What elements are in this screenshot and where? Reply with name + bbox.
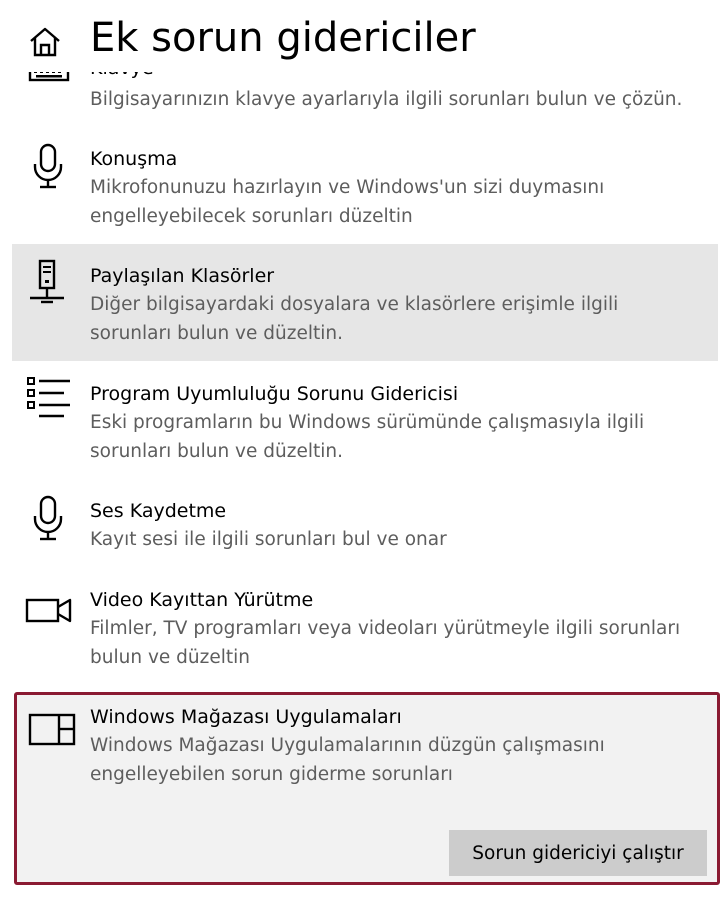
page-title: Ek sorun gidericiler <box>90 15 476 61</box>
item-description: Kayıt sesi ile ilgili sorunları bul ve onar <box>90 529 447 550</box>
item-description: Mikrofonunuzu hazırlayın ve Windows'un sizi duymasını engelleyebilecek sorunları düzeltin <box>90 177 605 227</box>
list-icon <box>24 374 74 424</box>
microphone-icon <box>24 142 74 192</box>
item-title: Program Uyumluluğu Sorunu Gidericisi <box>90 383 459 405</box>
microphone-icon <box>24 494 74 544</box>
item-title: Ses Kaydetme <box>90 500 227 522</box>
troubleshooter-item-shared-folders[interactable] <box>12 244 718 361</box>
page-header <box>0 0 726 72</box>
troubleshooter-item-video-playback[interactable] <box>12 581 718 690</box>
item-description: Diğer bilgisayardaki dosyalara ve klasörlere erişimle ilgili sorunları bulun ve düzeltin. <box>90 294 619 344</box>
item-title: Konuşma <box>90 148 178 170</box>
home-icon[interactable] <box>28 26 62 58</box>
troubleshooter-item-speech[interactable] <box>12 130 718 244</box>
store-apps-icon <box>27 698 77 748</box>
item-description: Windows Mağazası Uygulamalarının düzgün çalışmasını engelleyebilen sorun giderme sorunları <box>90 735 605 785</box>
item-title: Paylaşılan Klasörler <box>90 265 275 287</box>
item-description: Filmler, TV programları veya videoları yürütmeyle ilgili sorunları bulun ve düzeltin <box>90 618 681 668</box>
item-description: Bilgisayarınızın klavye ayarlarıyla ilgili sorunları bulun ve çözün. <box>90 89 683 110</box>
troubleshooter-item-windows-store-apps[interactable] <box>14 692 720 885</box>
troubleshooter-item-program-compatibility[interactable] <box>12 361 718 476</box>
item-description: Eski programların bu Windows sürümünde çalışmasıyla ilgili sorunları bulun ve düzeltin. <box>90 412 645 462</box>
item-title: Windows Mağazası Uygulamaları <box>90 706 402 728</box>
run-troubleshooter-button[interactable]: Sorun gidericiyi çalıştır <box>449 830 707 876</box>
video-camera-icon <box>24 583 74 633</box>
item-title: Video Kayıttan Yürütme <box>90 589 314 611</box>
network-computer-icon <box>24 258 74 308</box>
troubleshooter-item-recording-audio[interactable] <box>12 476 718 581</box>
